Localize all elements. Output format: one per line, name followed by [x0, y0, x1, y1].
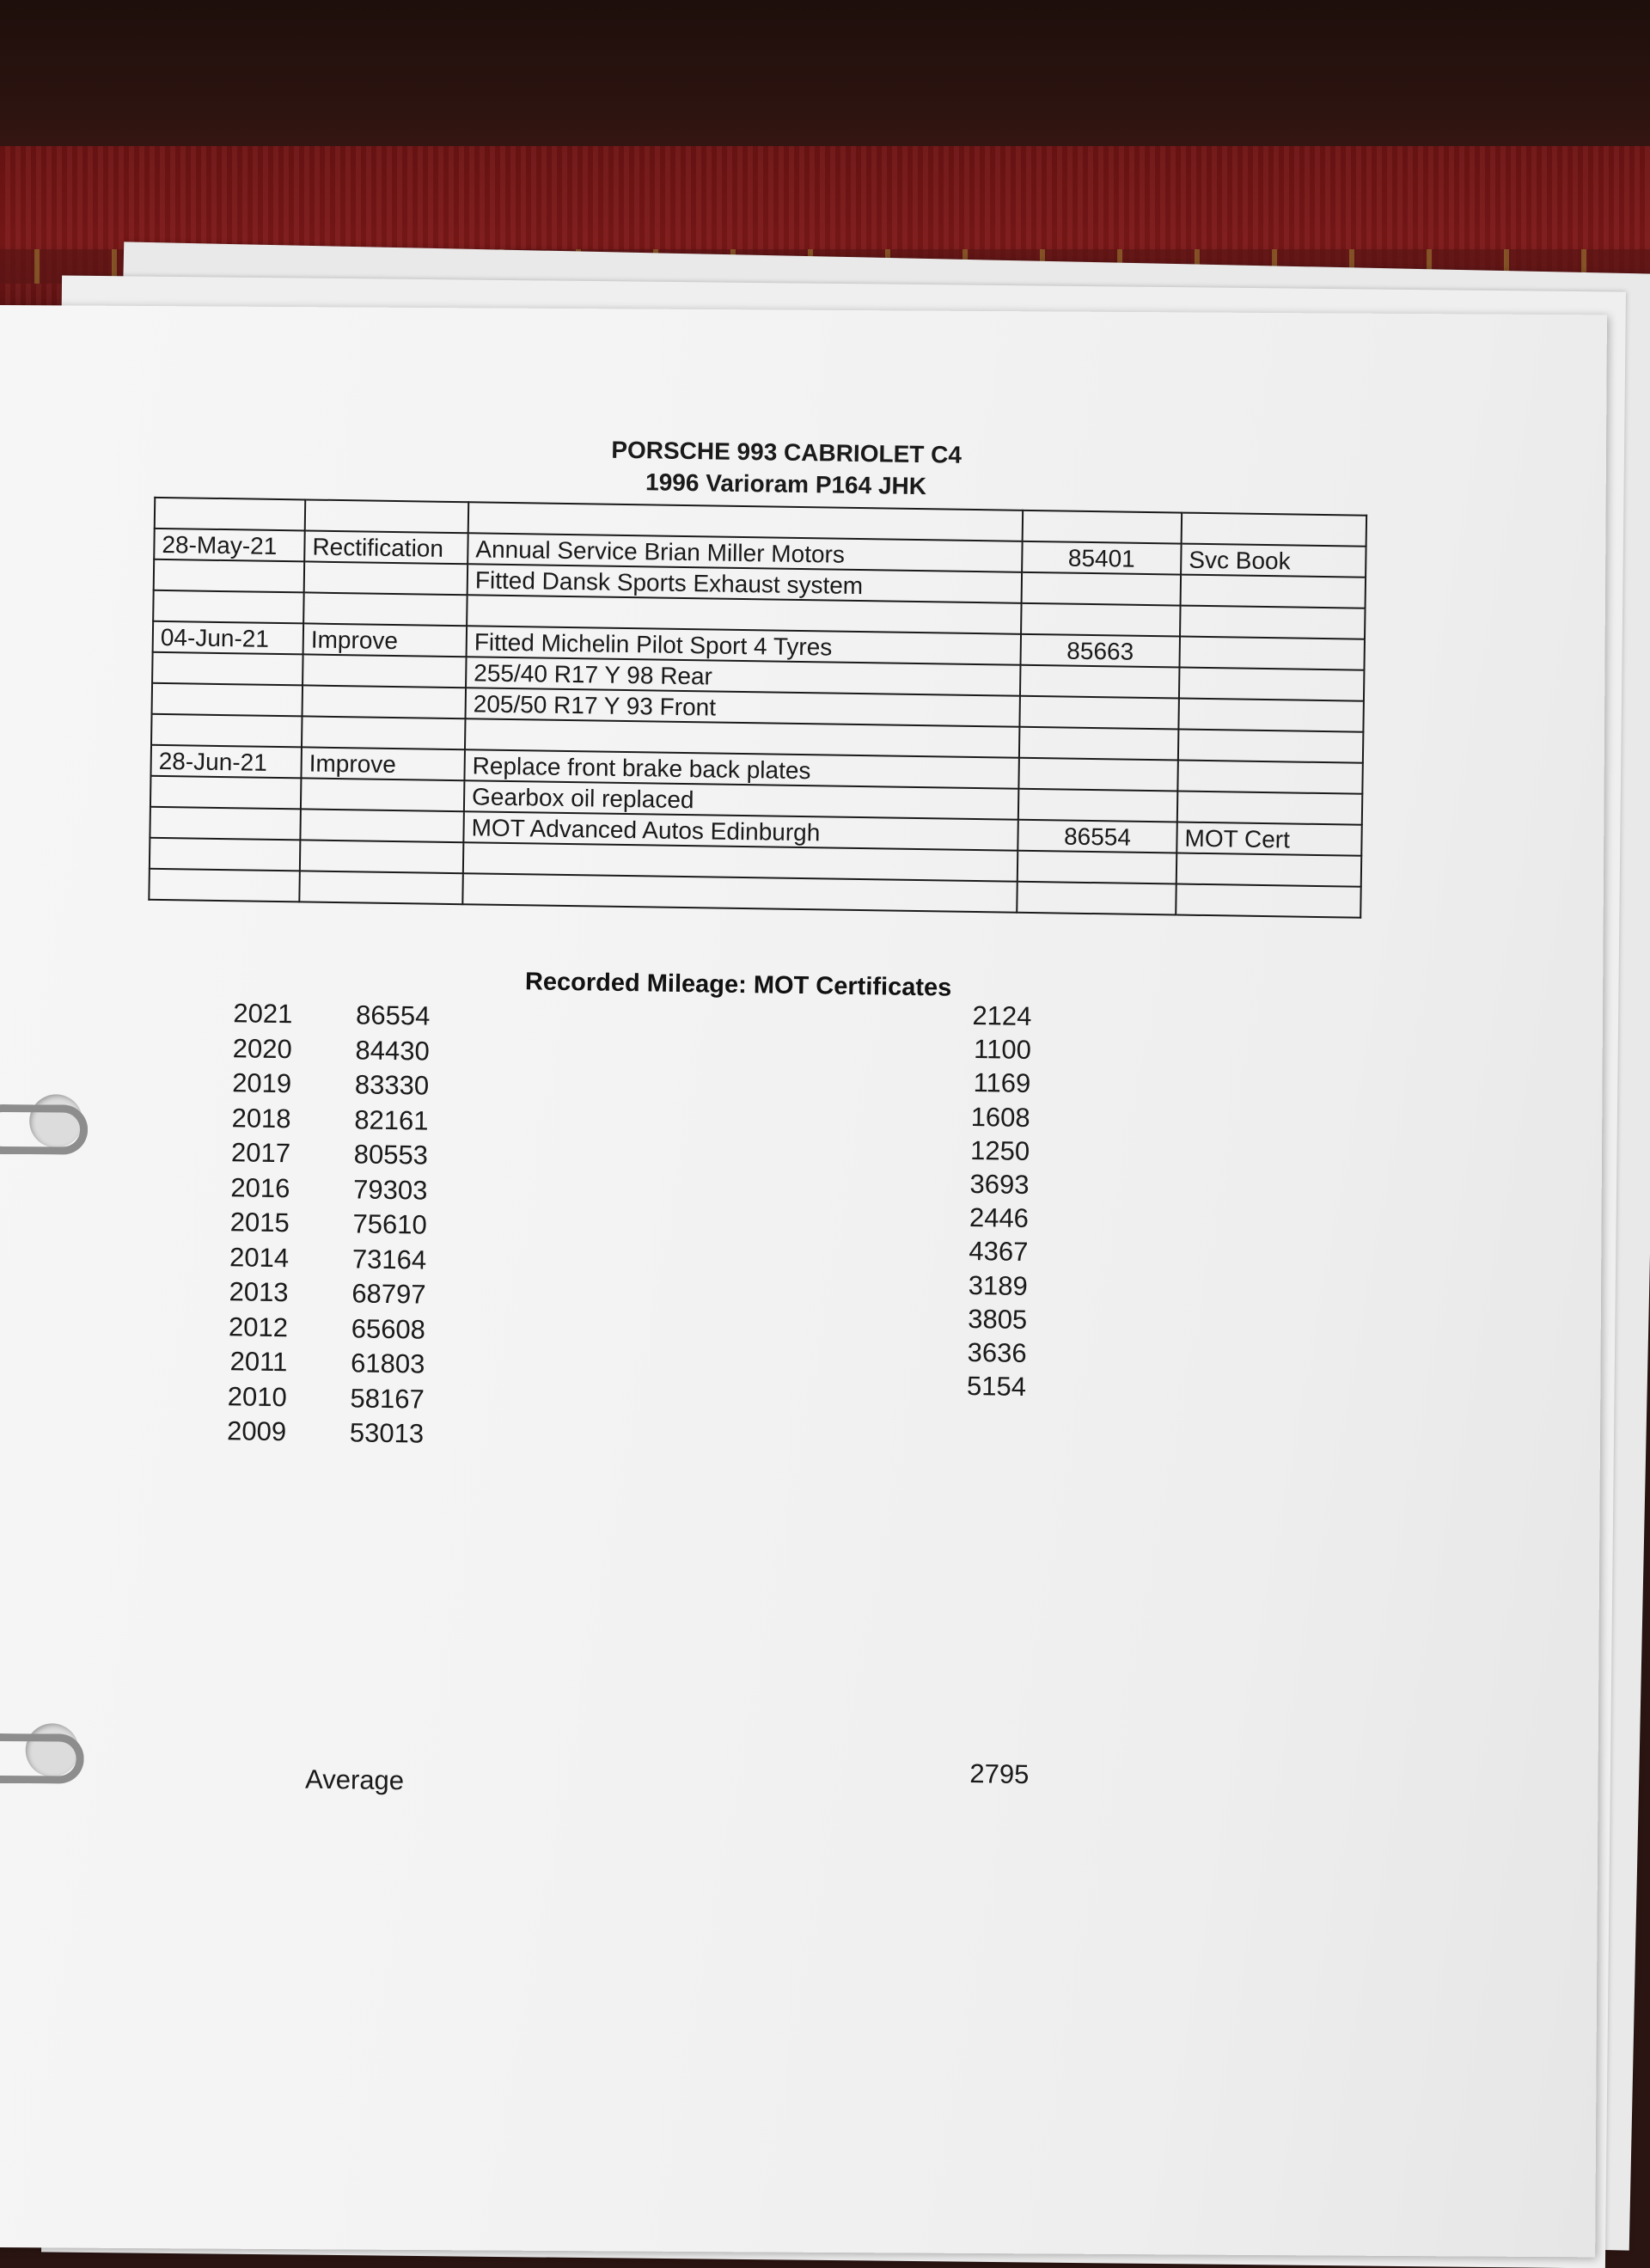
cell-description: Fitted Michelin Pilot Sport 4 Tyres: [467, 626, 1021, 665]
cell-date: [150, 776, 302, 810]
cell-description: Annual Service Brian Miller Motors: [468, 533, 1022, 572]
cell-type: [302, 685, 467, 718]
mileage-odometer: 80553: [353, 1139, 429, 1171]
mileage-odometer: 79303: [352, 1173, 428, 1206]
mileage-difference: 1608: [970, 1101, 1030, 1133]
mileage-difference: 1169: [973, 1067, 1031, 1099]
cell-description: Replace front brake back plates: [464, 749, 1018, 789]
cell-type: [299, 871, 463, 904]
cell-evidence: [1179, 637, 1365, 670]
cell-date: [152, 683, 303, 717]
cell-description: MOT Advanced Autos Edinburgh: [463, 811, 1018, 851]
cell-type: [304, 561, 468, 595]
table-surface: [0, 0, 1650, 163]
cell-description: 205/50 R17 Y 93 Front: [466, 688, 1020, 727]
cell-evidence: [1176, 853, 1362, 887]
cell-evidence: [1181, 575, 1366, 608]
cell-date: [152, 652, 303, 686]
mileage-odometer: 65608: [351, 1312, 426, 1345]
cell-evidence: [1180, 606, 1366, 639]
mileage-odometer: 53013: [349, 1417, 425, 1449]
cell-type: [301, 778, 465, 811]
cell-evidence: [1179, 668, 1365, 701]
cell-mileage: [1021, 603, 1181, 637]
mileage-odometer: 61803: [350, 1348, 425, 1379]
mileage-difference: 3805: [967, 1303, 1028, 1335]
document-subtitle: 1996 Varioram P164 JHK: [645, 468, 927, 500]
mileage-difference: 2446: [969, 1202, 1030, 1234]
cell-date: [151, 714, 302, 748]
cell-evidence: [1178, 730, 1364, 763]
cell-date: [155, 498, 306, 531]
cell-type: [302, 654, 467, 688]
cell-evidence: [1176, 884, 1361, 918]
cell-mileage: 85401: [1022, 541, 1182, 575]
cell-mileage: 86554: [1018, 820, 1177, 853]
mileage-year: 2015: [229, 1207, 290, 1238]
cell-mileage: [1023, 510, 1182, 544]
mileage-odometer: 68797: [351, 1278, 426, 1310]
mileage-year: 2019: [231, 1067, 292, 1099]
cell-mileage: [1022, 572, 1182, 606]
mileage-odometer: 73164: [351, 1243, 427, 1275]
cell-type: Improve: [301, 747, 465, 780]
mileage-difference: 3636: [967, 1336, 1027, 1368]
cell-type: [300, 809, 464, 842]
cell-type: [300, 840, 464, 873]
cell-evidence: [1182, 513, 1367, 547]
cell-description: 255/40 R17 Y 98 Rear: [466, 657, 1020, 696]
page-content: [0, 298, 1609, 2212]
mileage-year: 2016: [230, 1171, 290, 1203]
cell-date: [150, 838, 301, 871]
cell-mileage: 85663: [1021, 634, 1181, 668]
mileage-year: 2010: [227, 1380, 288, 1412]
service-log-table: [148, 497, 1367, 919]
mileage-odometer: 82161: [354, 1103, 429, 1136]
mileage-odometer: 86554: [355, 1000, 431, 1031]
cell-mileage: [1018, 789, 1178, 822]
mileage-year: 2014: [229, 1241, 290, 1273]
cell-date: [149, 869, 300, 902]
average-label: Average: [304, 1764, 405, 1796]
mileage-difference: 3693: [969, 1168, 1030, 1201]
mileage-year: 2018: [231, 1102, 291, 1134]
cell-mileage: [1018, 851, 1177, 884]
cell-evidence: [1177, 792, 1363, 825]
mileage-year: 2013: [229, 1276, 289, 1308]
mileage-difference: 4367: [969, 1236, 1029, 1268]
cell-type: [303, 592, 468, 626]
mileage-year: 2009: [226, 1415, 287, 1447]
cell-type: [305, 499, 469, 533]
mileage-odometer: 75610: [352, 1208, 428, 1240]
cell-evidence: Svc Book: [1181, 544, 1366, 578]
mileage-difference: 1100: [973, 1034, 1032, 1066]
cell-type: Rectification: [304, 530, 468, 564]
mileage-odometer: 58167: [350, 1382, 425, 1415]
cell-date: 28-May-21: [154, 529, 305, 562]
document-title: PORSCHE 993 CABRIOLET C4: [611, 436, 962, 468]
mileage-year: 2012: [228, 1311, 289, 1342]
cell-type: Improve: [303, 623, 468, 657]
mileage-year: 2020: [232, 1032, 293, 1064]
cell-evidence: [1178, 699, 1364, 732]
cell-mileage: [1018, 758, 1178, 792]
mileage-difference: 2124: [972, 1000, 1032, 1032]
mileage-odometer: 83330: [354, 1069, 430, 1101]
cell-date: [154, 559, 305, 593]
document-page: [0, 305, 1607, 2257]
cell-mileage: [1017, 882, 1176, 915]
cell-evidence: [1177, 761, 1363, 794]
cell-evidence: MOT Cert: [1176, 822, 1362, 856]
mileage-difference: 1250: [969, 1134, 1030, 1166]
cell-date: [153, 590, 304, 624]
cell-mileage: [1019, 727, 1179, 761]
cell-description: Fitted Dansk Sports Exhaust system: [468, 564, 1022, 603]
mileage-difference: 5154: [966, 1371, 1027, 1403]
cell-date: [150, 807, 301, 841]
cell-date: 04-Jun-21: [153, 621, 304, 655]
mileage-year: 2017: [230, 1137, 291, 1169]
cell-date: 28-Jun-21: [150, 745, 302, 779]
mileage-section-title: Recorded Mileage: MOT Certificates: [524, 968, 952, 1002]
cell-type: [302, 716, 466, 749]
average-value: 2795: [969, 1758, 1030, 1790]
cell-mileage: [1019, 696, 1179, 730]
mileage-year: 2011: [229, 1346, 288, 1378]
mileage-difference: 3189: [968, 1269, 1029, 1301]
cell-mileage: [1020, 665, 1180, 699]
mileage-year: 2021: [233, 998, 293, 1030]
mileage-odometer: 84430: [355, 1034, 431, 1067]
cell-description: Gearbox oil replaced: [464, 780, 1018, 820]
